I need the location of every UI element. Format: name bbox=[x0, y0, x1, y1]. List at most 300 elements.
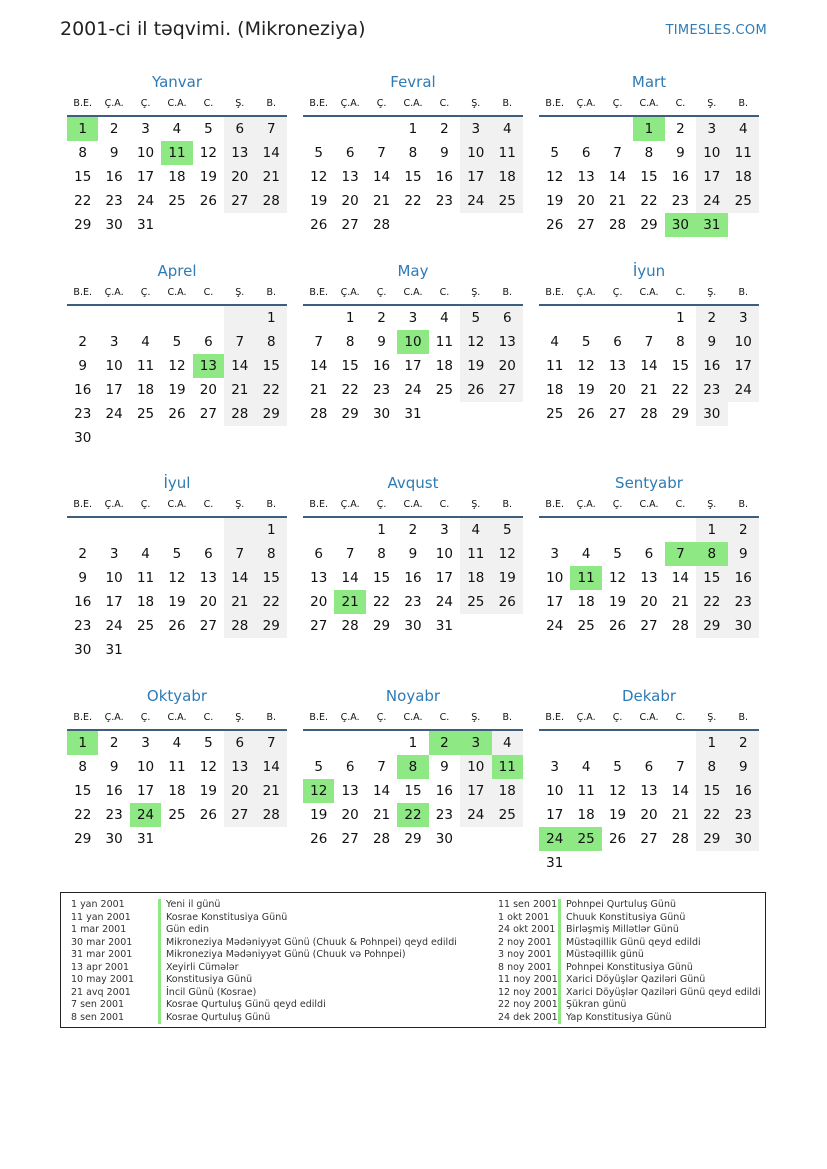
day-cell: 4 bbox=[550, 334, 559, 350]
day-cell: 1 bbox=[408, 735, 418, 751]
week-row bbox=[303, 827, 523, 851]
weekday-label: B. bbox=[502, 712, 513, 723]
day-cell: 29 bbox=[372, 618, 391, 634]
empty-cell bbox=[460, 827, 491, 851]
day-cell: 23 bbox=[728, 803, 759, 827]
day-cell: 2 bbox=[676, 121, 685, 137]
day-cell: 26 bbox=[168, 406, 186, 422]
holiday-name: Pohnpei Qurtuluş Günü bbox=[558, 899, 676, 912]
holiday-date: 24 okt 2001 bbox=[498, 924, 556, 935]
week-row bbox=[303, 213, 523, 237]
holiday-date: 7 sen 2001 bbox=[71, 999, 125, 1010]
day-cell: 12 bbox=[310, 169, 328, 185]
weekday-label: Ş. bbox=[707, 712, 717, 723]
day-cell: 12 bbox=[168, 358, 186, 374]
day-cell: 14 bbox=[608, 169, 627, 185]
day-cell: 10 bbox=[397, 330, 428, 354]
day-cell: 23 bbox=[105, 193, 123, 209]
holiday-list bbox=[60, 892, 766, 1028]
day-cell: 5 bbox=[492, 518, 523, 542]
empty-cell bbox=[224, 306, 255, 330]
empty-cell bbox=[539, 731, 570, 755]
day-cell: 5 bbox=[204, 121, 213, 137]
weekday-label: Ç. bbox=[612, 287, 623, 298]
empty-cell bbox=[728, 213, 759, 237]
month-oktyabr bbox=[67, 686, 287, 851]
day-cell: 15 bbox=[404, 783, 422, 799]
week-row bbox=[539, 378, 759, 402]
day-cell: 26 bbox=[546, 217, 564, 233]
day-cell: 4 bbox=[172, 121, 182, 137]
holiday-name: Birləşmiş Millətlər Günü bbox=[558, 924, 679, 937]
day-cell: 19 bbox=[168, 382, 186, 398]
holiday-name: Xarici Döyüşlər Qaziləri Günü bbox=[558, 974, 705, 987]
weekday-label: Ç. bbox=[612, 499, 623, 510]
week-row bbox=[67, 827, 287, 851]
day-cell: 30 bbox=[435, 831, 453, 847]
weekday-label: Ş. bbox=[235, 98, 245, 109]
day-cell: 7 bbox=[256, 731, 287, 755]
day-cell: 30 bbox=[665, 213, 696, 237]
day-cell: 7 bbox=[377, 145, 386, 161]
day-cell: 17 bbox=[136, 169, 155, 185]
week-row bbox=[539, 402, 759, 426]
day-cell: 6 bbox=[613, 334, 622, 350]
empty-cell bbox=[429, 213, 460, 237]
weekday-label: C.A. bbox=[639, 499, 659, 510]
day-cell: 17 bbox=[105, 382, 123, 398]
day-cell: 2 bbox=[78, 546, 87, 562]
day-cell: 24 bbox=[105, 618, 123, 634]
holiday-name: Pohnpei Konstitusiya Günü bbox=[558, 962, 693, 975]
week-row bbox=[303, 402, 523, 426]
day-cell: 2 bbox=[429, 731, 460, 755]
holiday-row bbox=[498, 987, 761, 1000]
holiday-date: 1 yan 2001 bbox=[71, 899, 125, 910]
empty-cell bbox=[633, 306, 664, 330]
month-avqust bbox=[303, 473, 523, 638]
day-cell: 18 bbox=[435, 358, 453, 374]
holiday-row bbox=[61, 999, 457, 1012]
weekday-header bbox=[539, 282, 759, 306]
day-cell: 3 bbox=[440, 522, 449, 538]
day-cell: 11 bbox=[460, 542, 491, 566]
weekday-label: Ş. bbox=[471, 98, 481, 109]
day-cell: 17 bbox=[105, 594, 123, 610]
day-cell: 20 bbox=[310, 594, 328, 610]
day-cell: 8 bbox=[696, 542, 727, 566]
day-cell: 28 bbox=[224, 614, 255, 638]
weekday-label: Ç. bbox=[376, 98, 387, 109]
weekday-label: Ç. bbox=[376, 712, 387, 723]
day-cell: 24 bbox=[460, 189, 491, 213]
day-cell: 6 bbox=[492, 306, 523, 330]
day-cell: 4 bbox=[581, 759, 591, 775]
day-cell: 20 bbox=[341, 807, 359, 823]
holiday-date: 30 mar 2001 bbox=[71, 936, 133, 948]
holiday-date: 21 avq 2001 bbox=[71, 986, 131, 998]
day-cell: 15 bbox=[404, 169, 422, 185]
week-row bbox=[303, 189, 523, 213]
day-cell: 27 bbox=[640, 618, 658, 634]
month-name: Yanvar bbox=[151, 73, 203, 91]
day-cell: 24 bbox=[460, 803, 491, 827]
holiday-name: Xarici Döyüşlər Qaziləri Günü qeyd edildi bbox=[558, 987, 761, 1000]
day-cell: 11 bbox=[577, 783, 595, 799]
day-cell: 11 bbox=[728, 141, 759, 165]
week-row bbox=[539, 518, 759, 542]
month-name: Avqust bbox=[387, 474, 439, 492]
weekday-label: Ç. bbox=[140, 287, 151, 298]
day-cell: 5 bbox=[581, 334, 591, 350]
week-row bbox=[303, 330, 523, 354]
empty-cell bbox=[303, 518, 334, 542]
day-cell: 9 bbox=[377, 334, 386, 350]
holiday-row bbox=[498, 949, 761, 962]
day-cell: 3 bbox=[460, 117, 491, 141]
day-cell: 22 bbox=[671, 382, 689, 398]
month-i̇yun bbox=[539, 261, 759, 426]
day-cell: 16 bbox=[105, 169, 123, 185]
week-row bbox=[539, 189, 759, 213]
day-cell: 19 bbox=[310, 193, 328, 209]
holiday-list-right bbox=[498, 899, 761, 1024]
day-cell: 31 bbox=[105, 642, 123, 658]
day-cell: 18 bbox=[577, 807, 595, 823]
empty-cell bbox=[224, 426, 255, 450]
day-cell: 27 bbox=[199, 406, 217, 422]
holiday-name: Kosrae Qurtuluş Günü qeyd edildi bbox=[158, 999, 326, 1012]
empty-cell bbox=[303, 731, 334, 755]
day-cell: 17 bbox=[546, 807, 564, 823]
day-cell: 18 bbox=[136, 594, 155, 610]
holiday-list-left bbox=[61, 899, 457, 1024]
weekday-label: C. bbox=[439, 287, 450, 298]
day-cell: 23 bbox=[105, 807, 123, 823]
holiday-date: 24 dek 2001 bbox=[498, 1011, 558, 1023]
week-row bbox=[539, 566, 759, 590]
empty-cell bbox=[602, 518, 633, 542]
day-cell: 12 bbox=[546, 169, 564, 185]
weekday-header bbox=[303, 494, 523, 518]
week-row bbox=[67, 518, 287, 542]
day-cell: 2 bbox=[728, 518, 759, 542]
empty-cell bbox=[570, 306, 601, 330]
day-cell: 22 bbox=[696, 803, 727, 827]
weekday-label: Ç. bbox=[376, 499, 387, 510]
week-row bbox=[67, 306, 287, 330]
day-cell: 6 bbox=[204, 546, 213, 562]
day-cell: 27 bbox=[341, 217, 359, 233]
weekday-label: B.E. bbox=[309, 712, 328, 723]
day-cell: 15 bbox=[256, 566, 287, 590]
day-cell: 6 bbox=[345, 145, 355, 161]
week-row bbox=[67, 330, 287, 354]
day-cell: 27 bbox=[577, 217, 595, 233]
day-cell: 2 bbox=[109, 735, 119, 751]
day-cell: 7 bbox=[665, 542, 696, 566]
holiday-date: 13 apr 2001 bbox=[71, 961, 130, 973]
weekday-label: Ş. bbox=[235, 712, 245, 723]
day-cell: 21 bbox=[224, 378, 255, 402]
day-cell: 29 bbox=[74, 831, 92, 847]
holiday-row bbox=[61, 1012, 457, 1025]
day-cell: 22 bbox=[256, 378, 287, 402]
empty-cell bbox=[130, 306, 161, 330]
weekday-label: B. bbox=[502, 98, 513, 109]
day-cell: 6 bbox=[345, 759, 355, 775]
day-cell: 14 bbox=[372, 169, 391, 185]
day-cell: 6 bbox=[204, 334, 213, 350]
day-cell: 5 bbox=[172, 334, 182, 350]
day-cell: 14 bbox=[372, 783, 391, 799]
empty-cell bbox=[460, 402, 491, 426]
empty-cell bbox=[602, 851, 633, 875]
month-name: İyun bbox=[632, 262, 666, 280]
day-cell: 30 bbox=[728, 827, 759, 851]
day-cell: 18 bbox=[168, 169, 186, 185]
empty-cell bbox=[130, 638, 161, 662]
holiday-name: Müstəqillik Günü qeyd edildi bbox=[558, 937, 701, 950]
day-cell: 22 bbox=[341, 382, 359, 398]
holiday-name: Kosrae Qurtuluş Günü bbox=[158, 1012, 270, 1025]
empty-cell bbox=[539, 518, 570, 542]
empty-cell bbox=[633, 518, 664, 542]
day-cell: 20 bbox=[640, 807, 658, 823]
day-cell: 10 bbox=[546, 783, 564, 799]
weekday-label: Ç.A. bbox=[340, 712, 360, 723]
day-cell: 20 bbox=[341, 193, 359, 209]
week-row bbox=[539, 614, 759, 638]
weekday-label: B. bbox=[502, 287, 513, 298]
day-cell: 8 bbox=[676, 334, 685, 350]
empty-cell bbox=[161, 213, 192, 237]
weekday-label: C.A. bbox=[639, 98, 659, 109]
holiday-row bbox=[61, 949, 457, 962]
day-cell: 24 bbox=[546, 618, 564, 634]
weekday-label: B. bbox=[738, 287, 749, 298]
day-cell: 21 bbox=[372, 193, 391, 209]
week-row bbox=[539, 354, 759, 378]
day-cell: 31 bbox=[136, 217, 155, 233]
holiday-name: Chuuk Konstitusiya Günü bbox=[558, 912, 685, 925]
week-row bbox=[67, 542, 287, 566]
day-cell: 12 bbox=[577, 358, 595, 374]
day-cell: 16 bbox=[372, 358, 391, 374]
day-cell: 25 bbox=[577, 618, 595, 634]
day-cell: 31 bbox=[546, 855, 564, 871]
empty-cell bbox=[193, 518, 224, 542]
holiday-date: 11 yan 2001 bbox=[71, 911, 131, 923]
month-name: Oktyabr bbox=[146, 687, 208, 705]
day-cell: 29 bbox=[256, 614, 287, 638]
empty-cell bbox=[161, 306, 192, 330]
day-cell: 9 bbox=[78, 358, 87, 374]
day-cell: 19 bbox=[310, 807, 328, 823]
day-cell: 15 bbox=[372, 570, 391, 586]
day-cell: 23 bbox=[435, 807, 453, 823]
empty-cell bbox=[429, 402, 460, 426]
day-cell: 22 bbox=[696, 590, 727, 614]
weekday-label: Ç. bbox=[612, 712, 623, 723]
week-row bbox=[67, 378, 287, 402]
weekday-header bbox=[67, 707, 287, 731]
empty-cell bbox=[256, 426, 287, 450]
weekday-header bbox=[67, 494, 287, 518]
day-cell: 26 bbox=[199, 193, 217, 209]
day-cell: 28 bbox=[256, 803, 287, 827]
day-cell: 19 bbox=[546, 193, 564, 209]
holiday-row bbox=[61, 912, 457, 925]
month-name: Fevral bbox=[390, 73, 436, 91]
empty-cell bbox=[728, 402, 759, 426]
week-row bbox=[67, 189, 287, 213]
day-cell: 3 bbox=[141, 121, 150, 137]
month-name: Mart bbox=[631, 73, 667, 91]
day-cell: 4 bbox=[492, 117, 523, 141]
day-cell: 4 bbox=[141, 334, 150, 350]
day-cell: 1 bbox=[345, 310, 355, 326]
day-cell: 22 bbox=[640, 193, 658, 209]
weekday-label: C.A. bbox=[167, 499, 187, 510]
month-name: İyul bbox=[163, 474, 191, 492]
weekday-label: B. bbox=[738, 499, 749, 510]
day-cell: 7 bbox=[345, 546, 355, 562]
day-cell: 17 bbox=[435, 570, 453, 586]
holiday-row bbox=[498, 937, 761, 950]
week-row bbox=[539, 542, 759, 566]
month-i̇yul bbox=[67, 473, 287, 662]
site-link[interactable]: TIMESLES.COM bbox=[665, 23, 767, 38]
weekday-label: B.E. bbox=[545, 287, 564, 298]
day-cell: 19 bbox=[492, 566, 523, 590]
week-row bbox=[539, 117, 759, 141]
day-cell: 9 bbox=[676, 145, 685, 161]
day-cell: 29 bbox=[341, 406, 359, 422]
day-cell: 26 bbox=[310, 831, 328, 847]
month-name: Dekabr bbox=[621, 687, 677, 705]
day-cell: 28 bbox=[671, 618, 689, 634]
day-cell: 5 bbox=[613, 759, 622, 775]
weekday-label: C.A. bbox=[403, 98, 423, 109]
day-cell: 11 bbox=[435, 334, 453, 350]
holiday-name: Kosrae Konstitusiya Günü bbox=[158, 912, 287, 925]
day-cell: 16 bbox=[435, 169, 453, 185]
week-row bbox=[67, 426, 287, 450]
holiday-date: 10 may 2001 bbox=[71, 974, 135, 985]
day-cell: 1 bbox=[67, 117, 98, 141]
empty-cell bbox=[224, 518, 255, 542]
empty-cell bbox=[130, 518, 161, 542]
day-cell: 31 bbox=[435, 618, 453, 634]
day-cell: 15 bbox=[640, 169, 658, 185]
week-row bbox=[539, 141, 759, 165]
day-cell: 19 bbox=[460, 354, 491, 378]
empty-cell bbox=[67, 518, 98, 542]
day-cell: 8 bbox=[644, 145, 654, 161]
empty-cell bbox=[161, 518, 192, 542]
day-cell: 21 bbox=[372, 807, 391, 823]
day-cell: 30 bbox=[696, 402, 727, 426]
day-cell: 19 bbox=[199, 783, 217, 799]
empty-cell bbox=[193, 638, 224, 662]
empty-cell bbox=[193, 827, 224, 851]
day-cell: 13 bbox=[640, 783, 658, 799]
day-cell: 3 bbox=[408, 310, 418, 326]
day-cell: 23 bbox=[372, 382, 391, 398]
day-cell: 16 bbox=[728, 566, 759, 590]
weekday-label: Ş. bbox=[471, 712, 481, 723]
week-row bbox=[303, 590, 523, 614]
day-cell: 6 bbox=[581, 145, 591, 161]
day-cell: 5 bbox=[314, 759, 323, 775]
day-cell: 21 bbox=[310, 382, 328, 398]
day-cell: 12 bbox=[492, 542, 523, 566]
day-cell: 4 bbox=[492, 731, 523, 755]
empty-cell bbox=[193, 213, 224, 237]
empty-cell bbox=[130, 426, 161, 450]
day-cell: 18 bbox=[168, 783, 186, 799]
day-cell: 5 bbox=[172, 546, 182, 562]
day-cell: 26 bbox=[310, 217, 328, 233]
holiday-name: Mikroneziya Mədəniyyət Günü (Chuuk və Pohnpei) bbox=[158, 949, 406, 962]
day-cell: 1 bbox=[633, 117, 664, 141]
weekday-label: B.E. bbox=[73, 712, 92, 723]
page-title: 2001-ci il təqvimi. (Mikroneziya) bbox=[60, 18, 366, 40]
week-row bbox=[303, 566, 523, 590]
week-row bbox=[67, 117, 287, 141]
empty-cell bbox=[633, 731, 664, 755]
week-row bbox=[67, 614, 287, 638]
holiday-row bbox=[498, 912, 761, 925]
holiday-row bbox=[61, 937, 457, 950]
day-cell: 27 bbox=[608, 406, 627, 422]
day-cell: 23 bbox=[435, 193, 453, 209]
day-cell: 29 bbox=[256, 402, 287, 426]
weekday-label: B.E. bbox=[545, 712, 564, 723]
weekday-label: B.E. bbox=[309, 98, 328, 109]
empty-cell bbox=[98, 518, 129, 542]
day-cell: 24 bbox=[404, 382, 422, 398]
day-cell: 13 bbox=[608, 358, 627, 374]
day-cell: 16 bbox=[404, 570, 422, 586]
week-row bbox=[67, 213, 287, 237]
weekday-label: Ç.A. bbox=[104, 98, 124, 109]
day-cell: 11 bbox=[492, 755, 523, 779]
day-cell: 2 bbox=[78, 334, 87, 350]
empty-cell bbox=[602, 306, 633, 330]
day-cell: 29 bbox=[696, 827, 727, 851]
day-cell: 30 bbox=[728, 614, 759, 638]
empty-cell bbox=[665, 851, 696, 875]
day-cell: 1 bbox=[67, 731, 98, 755]
day-cell: 14 bbox=[671, 570, 689, 586]
weekday-label: C.A. bbox=[403, 499, 423, 510]
day-cell: 14 bbox=[224, 354, 255, 378]
day-cell: 15 bbox=[74, 169, 92, 185]
day-cell: 16 bbox=[74, 382, 92, 398]
weekday-label: C. bbox=[675, 499, 686, 510]
day-cell: 6 bbox=[644, 546, 654, 562]
empty-cell bbox=[570, 851, 601, 875]
day-cell: 8 bbox=[256, 330, 287, 354]
month-yanvar bbox=[67, 72, 287, 237]
holiday-row bbox=[61, 899, 457, 912]
day-cell: 7 bbox=[314, 334, 323, 350]
day-cell: 26 bbox=[492, 590, 523, 614]
day-cell: 15 bbox=[671, 358, 689, 374]
day-cell: 31 bbox=[696, 213, 727, 237]
